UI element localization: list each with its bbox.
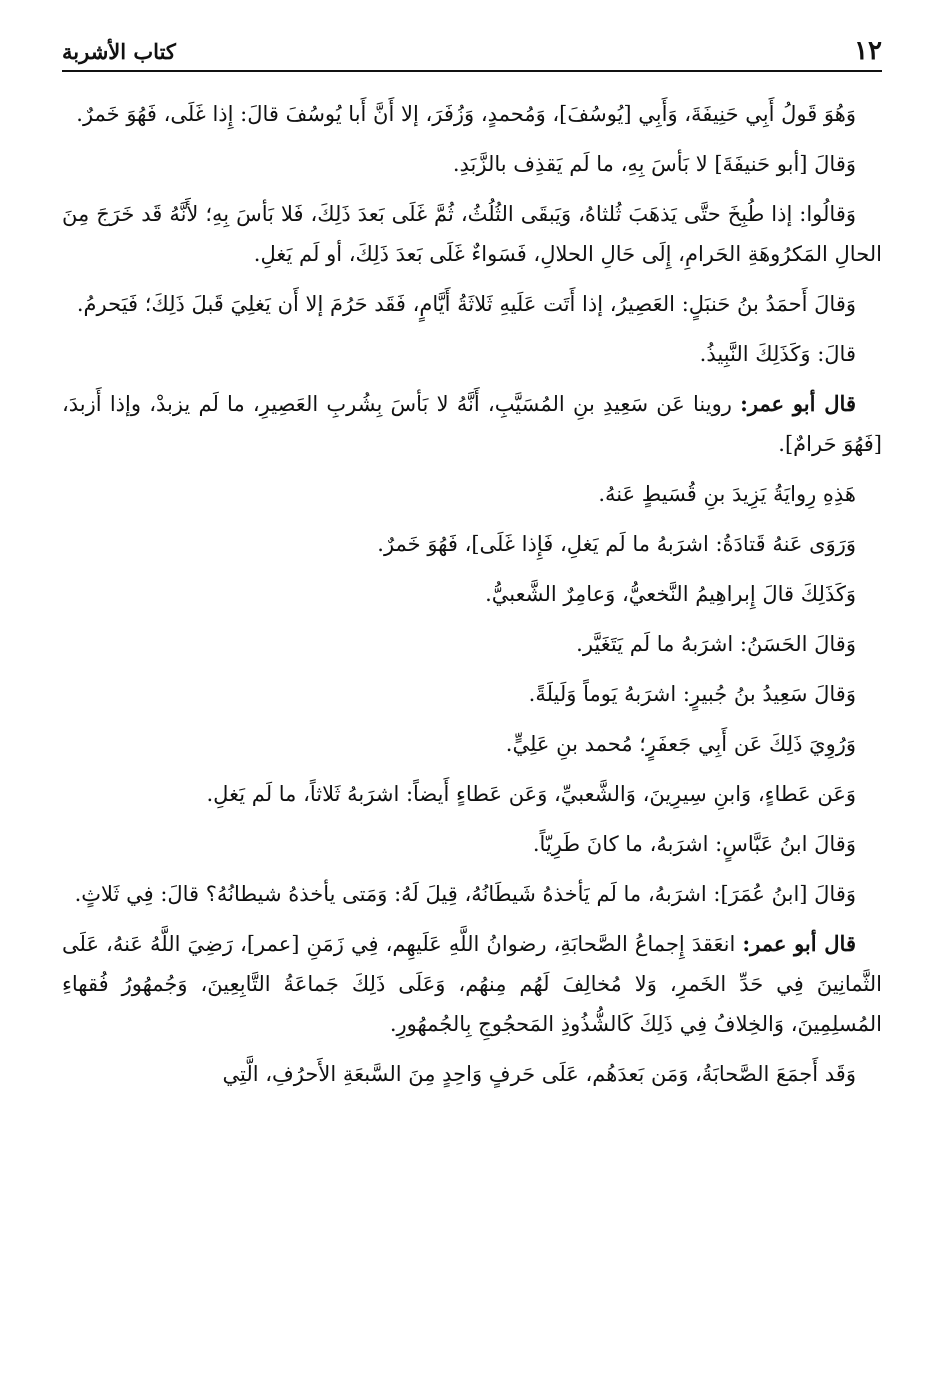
paragraph: [62, 94, 882, 134]
book-title: كتاب الأشربة: [62, 39, 176, 64]
paragraph: [62, 144, 882, 184]
paragraph-text: وَقالَ [أبو حَنيفَةَ] لا بَأسَ بِهِ، ما لَم يَقذِف بالزَّبَدِ.: [452, 152, 856, 176]
paragraph-text: قالَ: وَكَذَلِكَ النَّبِيذُ.: [699, 342, 856, 366]
paragraph-text: وَقالَ الحَسَنُ: اشرَبهُ ما لَم يَتَغَيَّر.: [576, 632, 856, 656]
paragraph-text: وَرَوَى عَنهُ قَتادَةُ: اشرَبهُ ما لَم يَغلِ، فَإِذا غَلَى]، فَهُوَ خَمرٌ.: [377, 532, 856, 556]
page-header: [62, 30, 882, 72]
paragraph: [62, 284, 882, 324]
paragraph-lead: قال أبو عمر:: [740, 391, 856, 416]
paragraph: [62, 674, 882, 714]
page-number: ١٢: [854, 36, 882, 66]
paragraph-text: وَقالُوا: إذا طُبِخَ حتَّى يَذهَبَ ثُلثاهُ، وَيَبقَى الثُلُثُ، ثُمَّ غَلَى بَعدَ ذَلِكَ، فَلا بَأسَ بِهِ؛ لأَنَّهُ قَد خَرَجَ مِنَ الحالِ المَكرُوهَةِ الحَرامِ، إِلَى حَالِ الحلالِ، فَسَواءٌ غَلَى بَعدَ ذَلِكَ، أو لَم يَغلِ.: [62, 202, 882, 266]
paragraph-text: وَعَن عَطاءٍ، وَابنِ سِيرِينَ، وَالشَّعبيِّ، وَعَن عَطاءٍ أَيضاً: اشرَبهُ ثَلاثاً، ما لَم يَغلِ.: [206, 782, 856, 806]
paragraph-text: وَقالَ [ابنُ عُمَرَ]: اشرَبهُ، ما لَم يَأخذهُ شَيطَانُهُ، قِيلَ لَهُ: وَمَتى يأخذهُ شيطانُهُ؟ قالَ: فِي ثَلاثٍ.: [74, 882, 856, 906]
body-text: [62, 94, 882, 1104]
paragraph: [62, 574, 882, 614]
paragraph-text: هَذِهِ رِوايَةُ يَزِيدَ بنِ قُسَيطٍ عَنهُ.: [598, 482, 856, 506]
paragraph: [62, 824, 882, 864]
paragraph: [62, 724, 882, 764]
paragraph: [62, 924, 882, 1044]
paragraph-text: وَقَد أَجمَعَ الصَّحابَةُ، وَمَن بَعدَهُم، عَلَى حَرفٍ وَاحِدٍ مِنَ السَّبعَةِ الأَحرُفِ، الَّتِي: [222, 1062, 856, 1086]
paragraph-text: روينا عَن سَعِيدِ بنِ المُسَيَّبِ، أَنَّهُ لا بَأسَ بِشُربِ العَصِيرِ، ما لَم يزبدْ، وإذا أَزبدَ، [فَهُوَ حَرامٌ].: [62, 392, 882, 456]
paragraph: [62, 384, 882, 464]
paragraph-text: وَقالَ ابنُ عَبَّاسٍ: اشرَبهُ، ما كانَ طَرِيّاً.: [532, 832, 856, 856]
paragraph: [62, 624, 882, 664]
paragraph: [62, 474, 882, 514]
paragraph-text: وَكَذَلِكَ قالَ إِبراهِيمُ النَّخعيُّ، وَعامِرٌ الشَّعبيُّ.: [485, 582, 856, 606]
paragraph-lead: قال أبو عمر:: [742, 931, 856, 956]
paragraph-text: وَهُوَ قَولُ أَبِي حَنِيفَةَ، وَأَبِي [يُوسُفَ]، وَمُحمدٍ، وَزُفَرَ، إلا أَنَّ أَبا يُوسُفَ قالَ: إِذا غَلَى، فَهُوَ خَمرٌ.: [76, 102, 856, 126]
paragraph-text: انعَقدَ إِجماعُ الصَّحابَةِ، رضوانُ اللَّهِ عَلَيهِم، فِي زَمَنِ [عمر]، رَضِيَ اللَّهُ عَنهُ، عَلَى الثَّمانِينَ فِي حَدِّ الخَمرِ، وَلا مُخالِفَ لَهُم مِنهُم، وَعَلَى ذَلِكَ جَماعَةُ التَّابِعِينَ، وَجُمهُورُ فُقهاءِ المُسلِمِينَ، وَالخِلافُ فِي ذَلِكَ كَالشُّذُوذِ المَحجُوجِ بِالجُمهُورِ.: [62, 932, 882, 1036]
paragraph: [62, 524, 882, 564]
paragraph-text: وَرُوِيَ ذَلِكَ عَن أَبِي جَعفَرٍ؛ مُحمد بنِ عَلِيٍّ.: [505, 732, 856, 756]
paragraph-text: وَقالَ سَعِيدُ بنُ جُبيرٍ: اشرَبهُ يَوماً وَلَيلَةً.: [528, 682, 856, 706]
paragraph-text: وَقالَ أَحمَدُ بنُ حَنبَلٍ: العَصِيرُ، إذا أَتَت عَلَيهِ ثَلاثَةُ أَيَّامٍ، فَقَد حَرُمَ إلا أَن يَغلِيَ قَبلَ ذَلِكَ؛ فَيَحرمُ.: [76, 292, 856, 316]
paragraph: [62, 1054, 882, 1094]
paragraph: [62, 874, 882, 914]
paragraph: [62, 194, 882, 274]
paragraph: [62, 334, 882, 374]
paragraph: [62, 774, 882, 814]
